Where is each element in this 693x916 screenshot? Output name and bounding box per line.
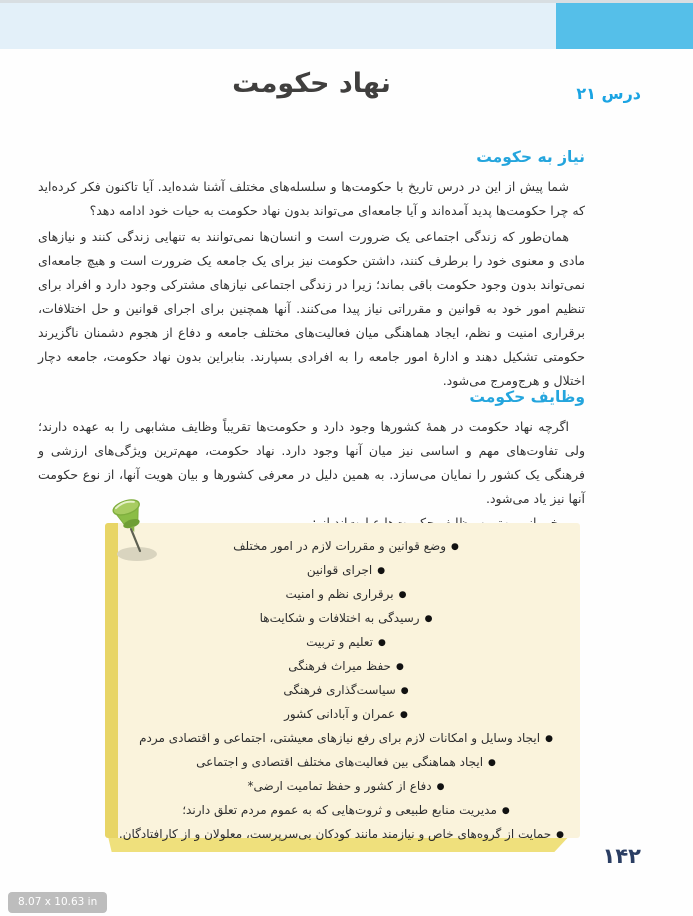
pushpin-icon bbox=[102, 498, 164, 564]
list-item-text: رسیدگی به اختلافات و شکایت‌ها bbox=[259, 611, 420, 625]
list-item bbox=[128, 559, 564, 583]
section-heading: وظایف حکومت bbox=[469, 388, 585, 406]
duties-list bbox=[118, 523, 580, 847]
list-item-text: عمران و آبادانی کشور bbox=[284, 707, 395, 721]
list-item bbox=[128, 799, 564, 823]
bullet-icon: ● bbox=[488, 758, 496, 768]
list-item-text: ایجاد هماهنگی بین فعالیت‌های مختلف اقتصادی و اجتماعی bbox=[196, 755, 484, 769]
bullet-icon: ● bbox=[545, 734, 553, 744]
list-item bbox=[128, 727, 564, 751]
bullet-icon: ● bbox=[377, 566, 386, 576]
page-number: ۱۴۲ bbox=[602, 844, 641, 868]
duties-note-box bbox=[105, 523, 580, 841]
list-item bbox=[128, 631, 564, 655]
bullet-icon: ● bbox=[400, 710, 408, 720]
bullet-icon: ● bbox=[400, 686, 409, 696]
page-title: نهاد حکومت bbox=[232, 68, 391, 99]
page-size-badge: 8.07 x 10.63 in bbox=[8, 892, 107, 913]
bullet-icon: ● bbox=[377, 638, 386, 648]
bullet-icon: ● bbox=[556, 830, 564, 840]
list-item bbox=[128, 775, 564, 799]
list-item bbox=[128, 703, 564, 727]
list-item-text: سیاست‌گذاری فرهنگی bbox=[283, 683, 396, 697]
bullet-icon: ● bbox=[501, 806, 510, 816]
bullet-icon: ● bbox=[436, 782, 445, 792]
header-accent-block bbox=[556, 3, 693, 49]
list-item-text: مدیریت منابع طبیعی و ثروت‌هایی که به عموم مردم تعلق دارند؛ bbox=[182, 803, 497, 817]
list-item bbox=[128, 751, 564, 775]
bullet-icon: ● bbox=[451, 542, 459, 552]
section-need-for-government bbox=[38, 148, 585, 393]
list-item-text: برقراری نظم و امنیت bbox=[285, 587, 394, 601]
list-item-text: وضع قوانین و مقررات لازم در امور مختلف bbox=[233, 539, 447, 553]
list-item-text: اجرای قوانین bbox=[306, 563, 373, 577]
list-item-text: حمایت از گروه‌های خاص و نیازمند مانند کودکان بی‌سرپرست، معلولان و از کارافتادگان. bbox=[118, 827, 552, 841]
paragraph: اگرچه نهاد حکومت در همهٔ کشورها وجود دارد و حکومت‌ها تقریباً وظایف مشابهی را به عهده دارند؛ ولی تفاوت‌های مهم و اساسی نیز میان آنها وجود دارد. نهاد حکومت، مهم‌ترین ویژگی‌های ارزشی و فرهنگی یک کشور را نمایان می‌سازد. به همین دلیل در معرفی کشورها و بیان هویت آنها، از نوع حکومت آنها نیز یاد می‌شود. bbox=[38, 419, 585, 506]
paragraph: شما پیش از این در درس تاریخ با حکومت‌ها و سلسله‌های مختلف آشنا شده‌اید. آیا تاکنون فکر کرده‌اید که چرا حکومت‌ها پدید آمده‌اند و آیا جامعه‌ای می‌تواند بدون نهاد حکومت به حیات خود ادامه دهد؟ bbox=[38, 179, 585, 218]
bullet-icon: ● bbox=[398, 590, 407, 600]
lesson-label: درس ۲۱ bbox=[576, 84, 641, 103]
list-item bbox=[128, 655, 564, 679]
section-heading: نیاز به حکومت bbox=[476, 148, 585, 166]
list-item bbox=[118, 823, 564, 847]
list-item-text: دفاع از کشور و حفظ تمامیت ارضی* bbox=[247, 779, 432, 793]
header-band bbox=[0, 3, 556, 49]
list-item-text: تعلیم و تربیت bbox=[306, 635, 373, 649]
bullet-icon: ● bbox=[424, 614, 433, 624]
list-item-text: حفظ میراث فرهنگی bbox=[288, 659, 391, 673]
list-item bbox=[128, 607, 564, 631]
list-item bbox=[128, 679, 564, 703]
paragraph: همان‌طور که زندگی اجتماعی یک ضرورت است و انسان‌ها نمی‌توانند به تنهایی زندگی کنند و نیازهای مادی و معنوی خود را برطرف کنند، داشتن حکومت نیز برای یک جامعه یک ضرورت است و هیچ جامعه‌ای نمی‌تواند بدون وجود حکومت باقی بماند؛ زیرا در زندگی اجتماعی نیازهای مشترکی وجود دارد و افراد برای تنظیم امور خود به قوانین و مقرراتی نیاز پیدا می‌کنند. آنها همچنین برای اجرای قوانین و حل اختلافات، برقراری امنیت و نظم، ایجاد هماهنگی میان فعالیت‌های مختلف جامعه و دفاع از هجوم دشمنان ناگزیرند حکومتی تشکیل دهند و ادارهٔ امور جامعه را به افرادی بسپارند. بنابراین بدون نهاد حکومت، جامعه دچار اختلال و هرج‌ومرج می‌شود. bbox=[38, 229, 585, 388]
list-item bbox=[128, 583, 564, 607]
list-item bbox=[128, 535, 564, 559]
list-item-text: ایجاد وسایل و امکانات لازم برای رفع نیازهای معیشتی، اجتماعی و اقتصادی مردم bbox=[139, 731, 541, 745]
bullet-icon: ● bbox=[395, 662, 404, 672]
